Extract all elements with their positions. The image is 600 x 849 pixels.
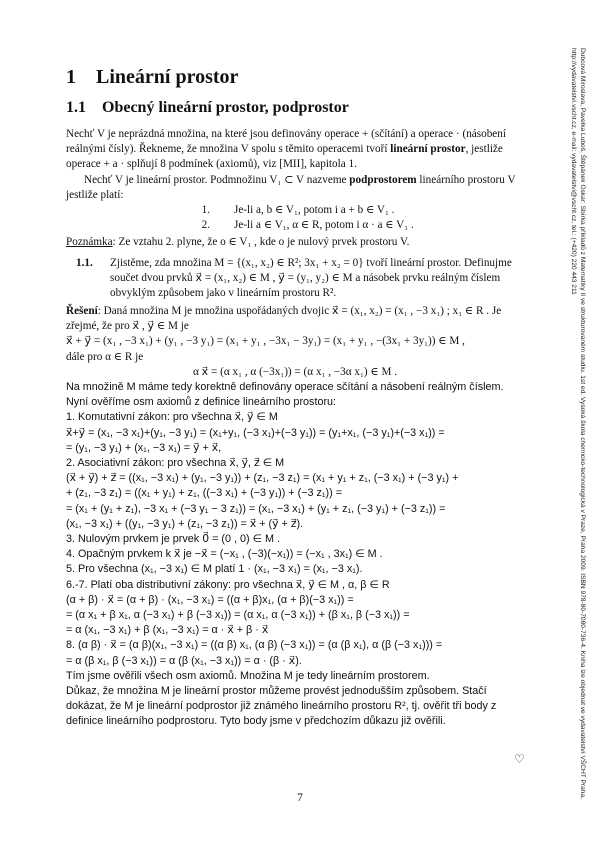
condition-1: 1. Je-li a, b ∈ V₁, potom i a + b ∈ V₁ . bbox=[201, 204, 395, 217]
chapter-title: Lineární prostor bbox=[96, 66, 239, 88]
body-line: Důkaz, že množina M je lineární prostor můžeme provést jednodušším způsobem. Stačí dokázat, že M je lineární podprostor již známého lineárního prostoru R², tj. ověřit tři body z definice lineárního podprostoru. Tyto body jsme v předchozím důkazu již ověřili. bbox=[66, 685, 497, 728]
section-heading bbox=[66, 99, 349, 117]
section-number: 1.1 bbox=[66, 99, 86, 116]
solution-line: x⃗ + y⃗ = (x₁ , −3 x₁) + (y₁ , −3 y₁) = (x₁ + y₁ , −3x₁ − 3y₁) = (x₁ + y₁ , −(3x₁ + 3y₁)) ∈ M , bbox=[66, 335, 465, 348]
example-number: 1.1. bbox=[76, 257, 93, 269]
solution bbox=[66, 304, 524, 730]
chapter-number: 1 bbox=[66, 66, 76, 88]
end-of-example-heart-icon: ♡ bbox=[514, 752, 525, 766]
body-line: 4. Opačným prvkem k x⃗ je −x⃗ = (−x₁ , (−3)(−x₁)) = (−x₁ , 3x₁) ∈ M . bbox=[66, 548, 383, 561]
section-title: Obecný lineární prostor, podprostor bbox=[102, 99, 349, 116]
body-line: Na množině M máme tedy korektně definovány operace sčítání a násobení reálným číslem. bbox=[66, 381, 504, 394]
body-line: 3. Nulovým prvkem je prvek 0⃗ = (0 , 0) ∈ M . bbox=[66, 533, 280, 546]
body-line: 5. Pro všechna (x₁, −3 x₁) ∈ M platí 1 · (x₁, −3 x₁) = (x₁, −3 x₁). bbox=[66, 563, 363, 576]
body-line: = (y₁, −3 y₁) + (x₁, −3 x₁) = y⃗ + x⃗, bbox=[66, 441, 222, 454]
body-line: = (α x₁ + β x₁, α (−3 x₁) + β (−3 x₁)) = (α x₁, α (−3 x₁)) + (β x₁, β (−3 x₁)) = bbox=[66, 609, 410, 622]
page-number: 7 bbox=[297, 792, 303, 804]
example-1-1 bbox=[76, 256, 524, 302]
solution-line: Řešení: Daná množina M je množina uspořádaných dvojic x⃗ = (x₁, x₂) = (x₁ , −3 x₁) ; x₁ ∈ R . Je zřejmé, že pro x⃗ , y⃗ ∈ M je bbox=[66, 305, 502, 333]
note: Poznámka: Ze vztahu 2. plyne, že o ∈ V₁ , kde o je nulový prvek prostoru V. bbox=[66, 236, 410, 249]
solution-body bbox=[66, 380, 524, 730]
intro-paragraph-1: Nechť V je neprázdná množina, na které jsou definovány operace + (sčítání) a operace · (násobení reálnými čísly). Řekneme, že množina V spolu s těmito operacemi tvoří lineární prostor, jestliže operace + a · splňují 8 podmínek (axiomů), viz [MII], kapitola 1. bbox=[66, 128, 506, 171]
body-line: = (x₁ + (y₁ + z₁), −3 x₁ + (−3 y₁ − 3 z₁)) = (x₁, −3 x₁) + (y₁ + z₁, (−3 y₁) + (−3 z₁)) = bbox=[66, 502, 446, 515]
body-line: + (z₁, −3 z₁) = ((x₁ + y₁) + z₁, ((−3 x₁) + (−3 y₁)) + (−3 z₁)) = bbox=[66, 487, 343, 500]
side-citation-text: Dubcová Miroslava, Pavelka Luboš, Štěpánek Oskar: Sbírka příkladů z Matematiky II ve strukturovaném studiu. 1st ed. Vysoká škola chemicko-technologická v Praze, Praha 2009. ISBN 978-80-7080-736-4. Kniha lze objednat ve vydavatelství VŠCHT Praha, http://vydavatelstvi.vscht.cz, e-mail: vydavatelstvi@vscht.cz, tel.: (+420) 220 443 211 bbox=[570, 48, 586, 799]
body-line: = α (x₁, −3 x₁) + β (x₁, −3 x₁) = α · x⃗ + β · x⃗ bbox=[66, 624, 269, 637]
body-line: x⃗+y⃗ = (x₁, −3 x₁)+(y₁, −3 y₁) = (x₁+y₁, (−3 x₁)+(−3 y₁)) = (y₁+x₁, (−3 y₁)+(−3 x₁)) = bbox=[66, 426, 445, 439]
body-line: (α + β) · x⃗ = (α + β) · (x₁, −3 x₁) = ((α + β)x₁, (α + β)(−3 x₁)) = bbox=[66, 593, 354, 606]
body-line: Nyní ověříme osm axiomů z definice lineárního prostoru: bbox=[66, 396, 337, 409]
condition-2: 2. Je-li a ∈ V₁, α ∈ R, potom i α · a ∈ V₁ . bbox=[201, 219, 414, 232]
body-line: (x⃗ + y⃗) + z⃗ = ((x₁, −3 x₁) + (y₁, −3 y₁)) + (z₁, −3 z₁) = (x₁ + y₁ + z₁, (−3 x₁) + (−3 y₁) + bbox=[66, 472, 459, 485]
note-label: Poznámka bbox=[66, 236, 113, 249]
chapter-heading bbox=[66, 66, 238, 89]
intro-paragraph-2: Nechť V je lineární prostor. Podmnožinu V₁ ⊂ V nazveme podprostorem lineárního prostoru V jestliže platí: bbox=[66, 173, 516, 201]
body-line: 2. Asociativní zákon: pro všechna x⃗, y⃗, z⃗ ∈ M bbox=[66, 457, 285, 470]
body-line: Tím jsme ověřili všech osm axiomů. Množina M je tedy lineárním prostorem. bbox=[66, 669, 430, 682]
body-line: (x₁, −3 x₁) + ((y₁, −3 y₁) + (z₁, −3 z₁)) = x⃗ + (y⃗ + z⃗). bbox=[66, 517, 304, 530]
body-line: 8. (α β) · x⃗ = (α β)(x₁, −3 x₁) = ((α β) x₁, (α β) (−3 x₁)) = (α (β x₁), α (β (−3 x₁))) = bbox=[66, 639, 443, 652]
side-citation bbox=[567, 48, 591, 808]
example-text: Zjistěme, zda množina M = {(x₁, x₂) ∈ R²; 3x₁ + x₂ = 0} tvoří lineární prostor. Definujme součet dvou prvků x⃗ = (x₁, x₂) ∈ M , y⃗ = (y₁, y₂) ∈ M a násobek prvku reálným číslem obvyklým způsobem jako v lineárním prostoru R². bbox=[110, 257, 512, 300]
solution-line: dále pro α ∈ R je bbox=[66, 350, 144, 363]
solution-center-formula: α x⃗ = (α x₁ , α (−3x₁)) = (α x₁ , −3α x₁) ∈ M . bbox=[192, 365, 398, 378]
body-line: 6.-7. Platí oba distributivní zákony: pro všechna x⃗, y⃗ ∈ M , α, β ∈ R bbox=[66, 578, 390, 591]
body-line: = α (β x₁, β (−3 x₁)) = α (β (x₁, −3 x₁)) = α · (β · x⃗). bbox=[66, 654, 302, 667]
body-line: 1. Komutativní zákon: pro všechna x⃗, y⃗ ∈ M bbox=[66, 411, 278, 424]
intro-text bbox=[66, 127, 524, 251]
solution-label: Řešení bbox=[66, 305, 98, 317]
